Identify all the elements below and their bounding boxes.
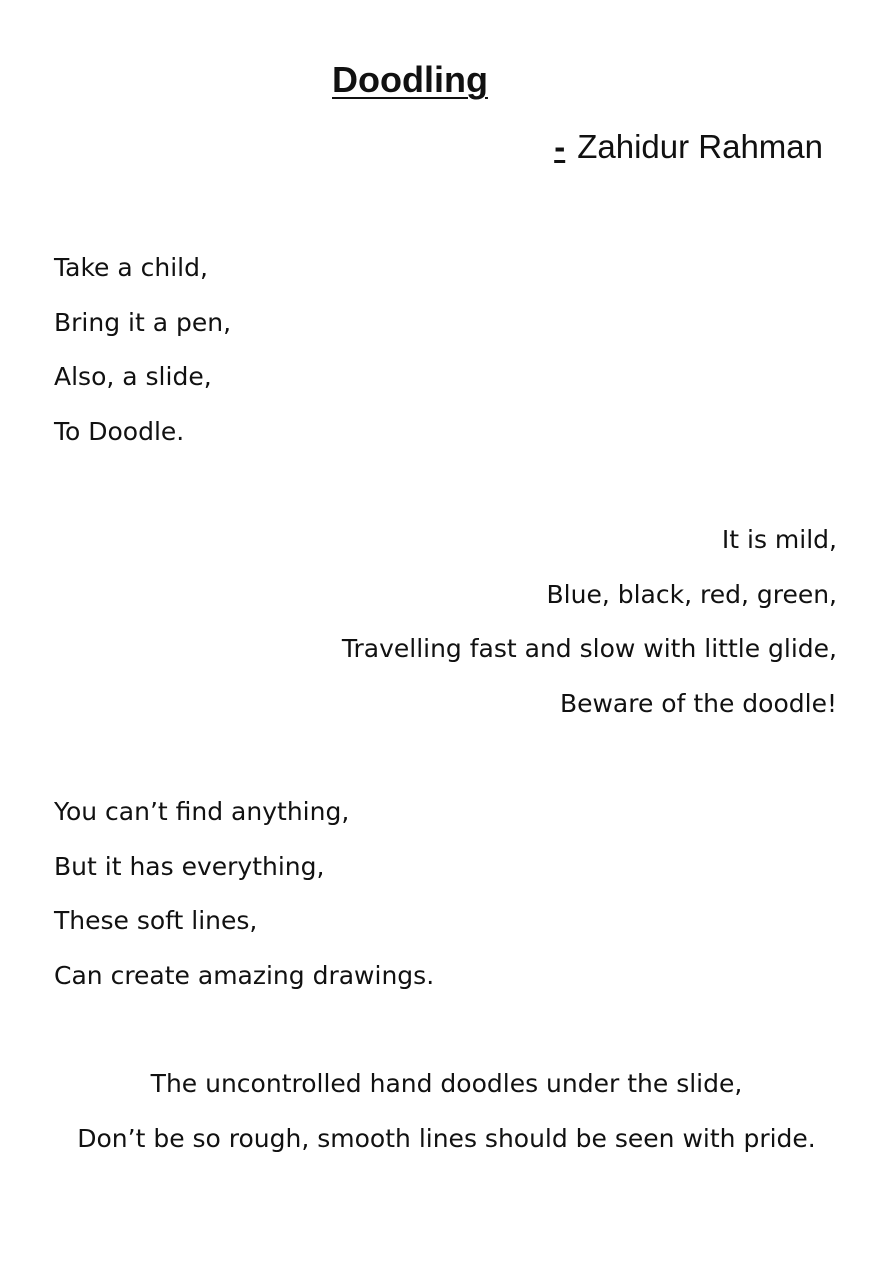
poem-line: These soft lines, <box>54 906 258 935</box>
author-line <box>554 126 823 168</box>
poem-line: Can create amazing drawings. <box>54 960 435 990</box>
poem-line: Beware of the doodle! <box>559 688 837 718</box>
poem-line: Don’t be so rough, smooth lines should be seen with pride. <box>77 1123 816 1153</box>
poem-line: Blue, black, red, green, <box>546 579 837 609</box>
poem-line: Take a child, <box>54 253 208 282</box>
poem-line: Also, a slide, <box>54 362 212 391</box>
poem-line: Travelling fast and slow with little glide, <box>341 634 837 663</box>
poem-line: To Doodle. <box>54 416 185 446</box>
author-name: Zahidur Rahman <box>577 128 823 165</box>
poem-line: You can’t find anything, <box>54 797 350 826</box>
stanza-4 <box>0 1069 893 1178</box>
poem-title: Doodling <box>332 59 488 100</box>
poem-line: The uncontrolled hand doodles under the slide, <box>150 1069 743 1098</box>
stanza-3 <box>54 797 837 1015</box>
stanza-2 <box>54 525 837 743</box>
poem-line: Bring it a pen, <box>54 307 232 337</box>
stanza-1 <box>54 253 837 471</box>
author-dash: - <box>554 128 566 165</box>
poem-line: But it has everything, <box>54 851 325 881</box>
poem-line: It is mild, <box>721 525 837 554</box>
